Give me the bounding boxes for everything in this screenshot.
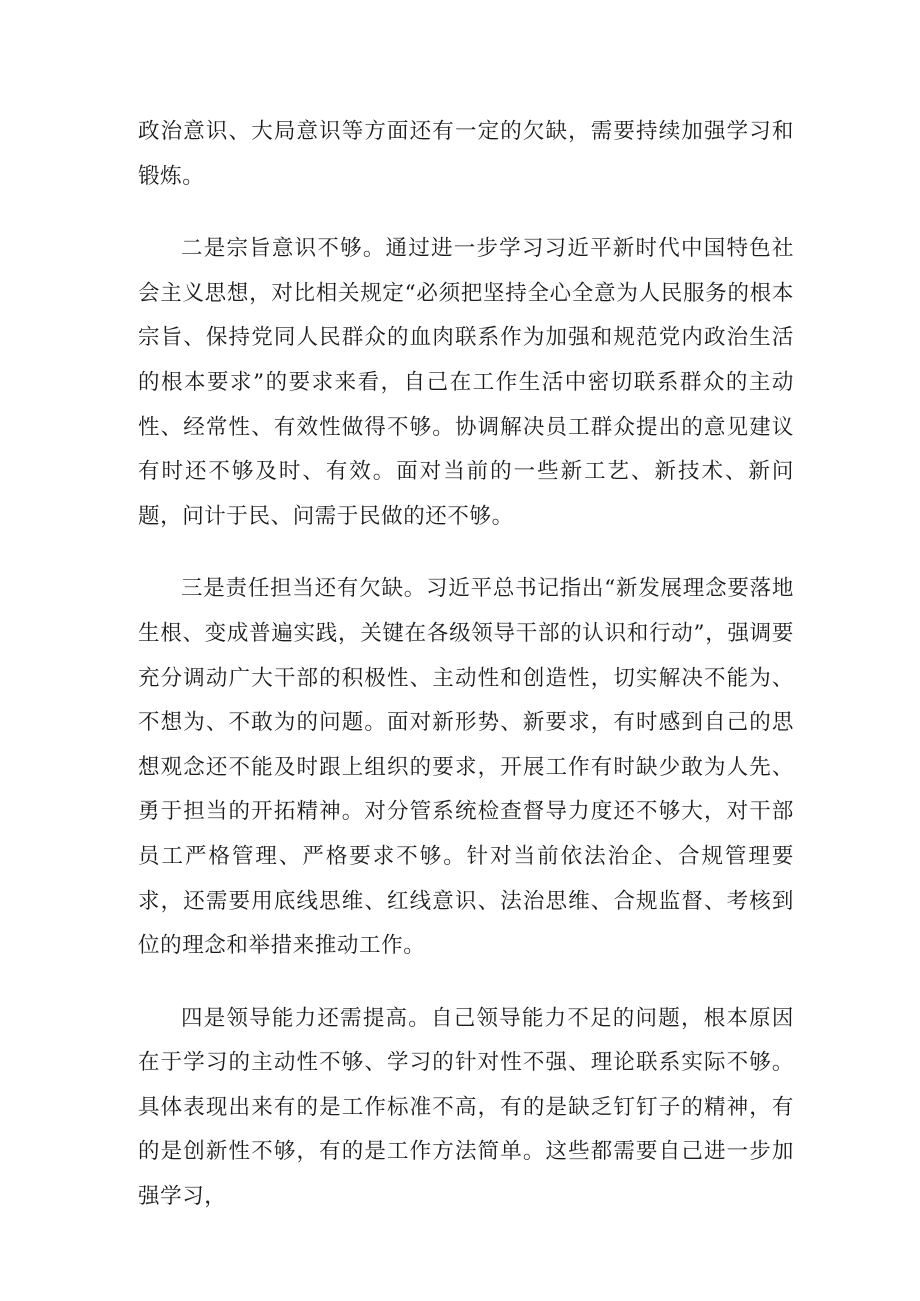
- paragraph-gap: [138, 199, 794, 227]
- paragraph-responsibility: 三是责任担当还有欠缺。习近平总书记指出“新发展理念要落地生根、变成普遍实践，关键在各级领导干部的认识和行动”，强调要充分调动广大干部的积极性、主动性和创造性，切实解决不能为、不想为、不敢为的问题。面对新形势、新要求，有时感到自己的思想观念还不能及时跟上组织的要求，开展工作有时缺少敢为人先、勇于担当的开拓精神。对分管系统检查督导力度还不够大，对干部员工严格管理、严格要求不够。针对当前依法治企、合规管理要求，还需要用底线思维、红线意识、法治思维、合规监督、考核到位的理念和举措来推动工作。: [138, 576, 794, 959]
- paragraph-gap: [138, 969, 794, 997]
- paragraph-leadership: 四是领导能力还需提高。自己领导能力不足的问题，根本原因在于学习的主动性不够、学习的针对性不强、理论联系实际不够。具体表现出来有的是工作标准不高，有的是缺乏钉钉子的精神，有的是创新性不够，有的是工作方法简单。这些都需要自己进一步加强学习，: [138, 1005, 794, 1210]
- paragraph-purpose-awareness: 二是宗旨意识不够。通过进一步学习习近平新时代中国特色社会主义思想，对比相关规定“必须把坚持全心全意为人民服务的根本宗旨、保持党同人民群众的血肉联系作为加强和规范党内政治生活的根本要求”的要求来看，自己在工作生活中密切联系群众的主动性、经常性、有效性做得不够。协调解决员工群众提出的意见建议有时还不够及时、有效。面对当前的一些新工艺、新技术、新问题，问计于民、问需于民做的还不够。: [138, 236, 794, 529]
- paragraph-continuation: 政治意识、大局意识等方面还有一定的欠缺，需要持续加强学习和锻炼。: [138, 119, 794, 189]
- paragraph-gap: [138, 539, 794, 567]
- document-body: [138, 110, 794, 1220]
